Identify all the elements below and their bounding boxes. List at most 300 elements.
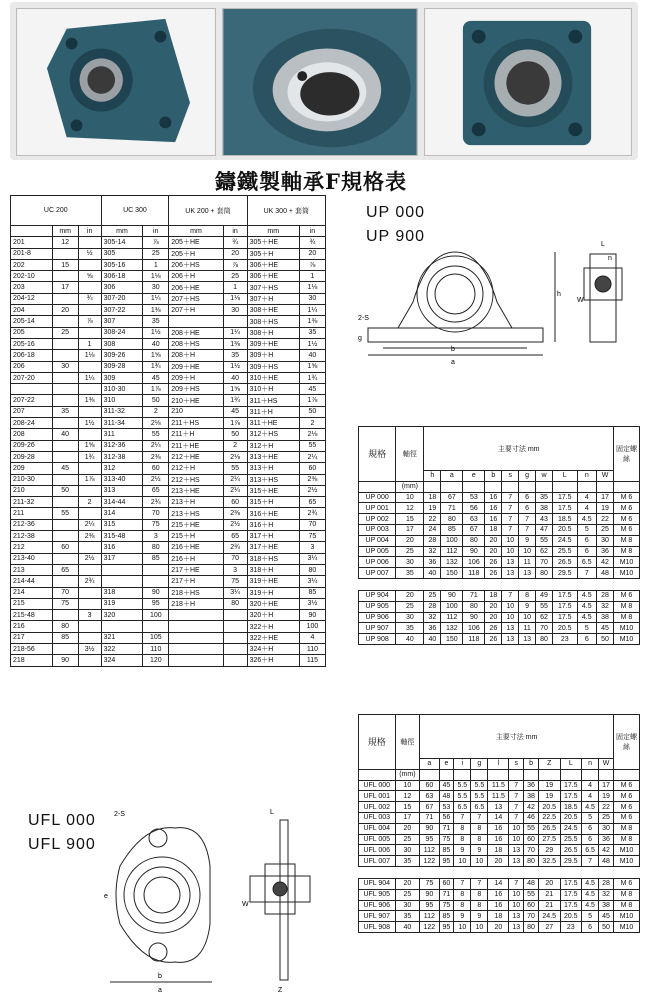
table-cell: 3 (143, 531, 169, 542)
table-cell: 150 (441, 634, 463, 645)
table-row (11, 248, 326, 259)
table-cell: 5.5 (471, 791, 488, 802)
table-cell: 56 (463, 503, 485, 514)
table-cell: 55 (299, 440, 325, 451)
table-row (11, 418, 326, 429)
table-cell: 7 (502, 524, 519, 535)
col-bolt: 固定螺絲 (614, 427, 640, 482)
table-cell: 7 (519, 524, 536, 535)
table-cell: 8 (454, 834, 471, 845)
ufl-900-label: UFL 900 (28, 836, 96, 853)
table-cell: 317＋H (247, 531, 299, 542)
table-cell: M 8 (614, 601, 640, 612)
table-cell: 60 (524, 834, 539, 845)
dim-header: W (597, 471, 614, 482)
table-cell: 1¼ (223, 327, 247, 338)
table-cell: 71 (439, 823, 454, 834)
table-cell: 8 (454, 889, 471, 900)
table-cell: 42 (524, 802, 539, 813)
table-cell: 214 (11, 587, 53, 598)
dim-header: s (502, 471, 519, 482)
table-cell: 1⅜ (78, 395, 101, 406)
table-cell: 24.5 (552, 535, 577, 546)
table-cell: 12 (396, 503, 424, 514)
table-cell: M 6 (614, 524, 640, 535)
table-cell: 309-28 (101, 361, 143, 372)
table-cell (52, 271, 78, 282)
table-cell: 80 (463, 601, 485, 612)
table-cell: UP 004 (359, 535, 396, 546)
table-cell: 17.5 (552, 492, 577, 503)
table-cell: 46 (524, 812, 539, 823)
flange-bearing-closeup-photo (222, 8, 418, 156)
table-cell (78, 259, 101, 270)
table-cell (101, 576, 143, 587)
table-cell: 2½ (223, 519, 247, 530)
table-cell: 10 (509, 834, 524, 845)
table-cell: 209＋H (169, 372, 223, 383)
table-cell: 7 (502, 514, 519, 525)
table-cell: 311＋HS (247, 395, 299, 406)
table-cell (169, 643, 223, 654)
table-cell: 5.5 (454, 791, 471, 802)
table-cell: 207 (11, 406, 53, 417)
table-cell: M 6 (614, 514, 640, 525)
table-cell (52, 553, 78, 564)
table-cell: 3 (78, 610, 101, 621)
table-cell: 17 (599, 780, 614, 791)
table-cell: 30 (52, 361, 78, 372)
table-cell: 35 (396, 623, 424, 634)
table-cell: 5.5 (471, 780, 488, 791)
table-cell: 305 (101, 248, 143, 259)
table-cell: 4.5 (582, 878, 599, 889)
table-cell: 4.5 (577, 601, 596, 612)
table-cell: M 6 (614, 791, 640, 802)
table-cell: 206-18 (11, 350, 53, 361)
table-cell (223, 610, 247, 621)
table-cell: 13 (509, 856, 524, 867)
table-cell: 207＋HS (169, 293, 223, 304)
table-cell: 90 (463, 612, 485, 623)
table-cell: 4.5 (582, 900, 599, 911)
table-cell: 1⅞ (299, 395, 325, 406)
table-row (11, 429, 326, 440)
table-cell: 6 (582, 922, 599, 933)
dim-h-label: h (557, 291, 561, 298)
unit-row (359, 481, 640, 492)
table-cell: 13 (502, 623, 519, 634)
table-cell: 1⅛ (299, 282, 325, 293)
table-cell: 85 (143, 553, 169, 564)
table-row (11, 451, 326, 462)
table-cell: 308＋HE (247, 305, 299, 316)
table-cell: UP 006 (359, 557, 396, 568)
table-cell: 11 (519, 557, 536, 568)
table-cell: 9 (454, 845, 471, 856)
table-cell: 122 (420, 922, 439, 933)
table-cell: 10 (509, 823, 524, 834)
table-row (11, 655, 326, 666)
table-cell: UFL 908 (359, 922, 396, 933)
table-cell: 20.5 (560, 812, 582, 823)
table-cell: 8 (471, 834, 488, 845)
table-cell (52, 519, 78, 530)
table-cell (52, 440, 78, 451)
table-cell: 1⅛ (78, 350, 101, 361)
table-cell: UFL 003 (359, 812, 396, 823)
table-cell: 7 (509, 878, 524, 889)
table-cell: 320＋HE (247, 598, 299, 609)
table-cell: 20 (485, 601, 502, 612)
table-cell: 80 (524, 922, 539, 933)
table-cell (52, 395, 78, 406)
table-row (11, 474, 326, 485)
table-cell: 2 (78, 497, 101, 508)
table-cell: 316＋HE (247, 508, 299, 519)
table-cell: 208 (11, 429, 53, 440)
table-cell: 206＋HE (169, 282, 223, 293)
table-cell: 95 (439, 922, 454, 933)
table-cell: 311 (101, 429, 143, 440)
table-cell: 28 (599, 878, 614, 889)
table-cell: 320＋H (247, 610, 299, 621)
table-cell: 18 (485, 524, 502, 535)
table-cell: 206 (11, 361, 53, 372)
table-cell: 53 (439, 802, 454, 813)
unit-row (359, 769, 640, 780)
dim-header: L (560, 759, 582, 770)
table-cell: 45 (299, 384, 325, 395)
table-cell: 322＋H (247, 621, 299, 632)
table-cell: 75 (223, 576, 247, 587)
table-cell: 35 (395, 856, 420, 867)
table-cell: ¾ (78, 293, 101, 304)
table-row (11, 316, 326, 327)
table-cell: 218＋H (169, 598, 223, 609)
table-cell: 3 (299, 542, 325, 553)
table-row (11, 542, 326, 553)
table-cell (11, 384, 53, 395)
table-cell: 1⅞ (143, 384, 169, 395)
table-cell: 313＋H (247, 463, 299, 474)
table-cell: 317 (101, 553, 143, 564)
table-cell: 112 (441, 612, 463, 623)
table-cell: 20.5 (538, 802, 560, 813)
table-cell: 25.5 (552, 546, 577, 557)
table-cell: 208-24 (11, 418, 53, 429)
table-cell (52, 474, 78, 485)
table-cell: 65 (299, 497, 325, 508)
table-cell: 215-48 (11, 610, 53, 621)
table-cell: 308-24 (101, 327, 143, 338)
table-cell: 70 (52, 587, 78, 598)
table-cell: 70 (143, 508, 169, 519)
table-cell: 20 (485, 535, 502, 546)
table-cell: 10 (509, 900, 524, 911)
table-cell: 7 (509, 812, 524, 823)
col-shaft: 軸徑 (396, 427, 424, 482)
table-cell: 213-40 (11, 553, 53, 564)
table-row (359, 557, 640, 568)
table-row (359, 856, 640, 867)
table-cell: 1⅝ (223, 384, 247, 395)
table-cell: 30 (396, 557, 424, 568)
table-cell: 211＋HS (169, 418, 223, 429)
table-cell: 13 (509, 922, 524, 933)
table-row (11, 372, 326, 383)
table-cell (78, 282, 101, 293)
subheader-in: in (223, 226, 247, 237)
col-main-dims: 主要寸法 mm (420, 715, 614, 759)
table-header-row (11, 196, 326, 226)
dim-header: W (599, 759, 614, 770)
table-row (359, 791, 640, 802)
table-cell: 80 (536, 634, 553, 645)
table-row (359, 834, 640, 845)
table-cell: 30 (395, 900, 420, 911)
table-cell: 100 (441, 601, 463, 612)
table-cell: 2¼ (223, 474, 247, 485)
table-cell: 209＋HS (169, 384, 223, 395)
table-cell: 307 (101, 316, 143, 327)
table-cell: UP 002 (359, 514, 396, 525)
table-cell: 16 (488, 834, 509, 845)
table-cell: 4.5 (577, 612, 596, 623)
table-cell: 3¼ (299, 576, 325, 587)
table-cell: 10 (502, 546, 519, 557)
header-uc200: UC 200 (11, 196, 102, 226)
table-cell: 10 (502, 535, 519, 546)
unit-label: (mm) (395, 769, 420, 780)
table-cell: 27.5 (538, 834, 560, 845)
table-cell: 40 (396, 634, 424, 645)
table-cell: 9 (471, 845, 488, 856)
table-cell: 17 (395, 812, 420, 823)
table-cell: 216 (11, 621, 53, 632)
col-shaft: 軸徑 (395, 715, 420, 770)
table-cell: 4.5 (582, 802, 599, 813)
table-cell: 20 (395, 878, 420, 889)
table-cell: 13 (519, 634, 536, 645)
table-cell: 90 (143, 587, 169, 598)
table-cell: M 8 (614, 900, 640, 911)
table-cell: M 6 (614, 590, 640, 601)
table-cell: 30 (599, 823, 614, 834)
table-cell: 28 (424, 601, 441, 612)
table-cell (52, 497, 78, 508)
dim-header: b (485, 471, 502, 482)
table-row (359, 922, 640, 933)
table-cell: 75 (143, 519, 169, 530)
dim-header: a (441, 471, 463, 482)
table-cell: 17 (597, 492, 614, 503)
table-cell: 209 (11, 463, 53, 474)
table-cell: 313-40 (101, 474, 143, 485)
table-cell: 2⅜ (299, 474, 325, 485)
table-cell: 322＋HE (247, 632, 299, 643)
table-cell: 40 (143, 338, 169, 349)
table-row (359, 524, 640, 535)
table-cell: 55 (524, 823, 539, 834)
table-cell: 309＋HE (247, 338, 299, 349)
table-cell: 36 (424, 557, 441, 568)
table-cell: 25 (395, 889, 420, 900)
table-row (11, 519, 326, 530)
table-cell: ⅞ (78, 316, 101, 327)
table-cell: M 6 (614, 780, 640, 791)
table-cell: 213＋HE (169, 485, 223, 496)
table-cell: UP 906 (359, 612, 396, 623)
table-cell: 30 (223, 305, 247, 316)
table-cell: 40 (223, 372, 247, 383)
table-cell: 70 (536, 623, 553, 634)
table-cell (78, 485, 101, 496)
table-cell: 29.5 (560, 856, 582, 867)
table-cell: 311＋H (247, 406, 299, 417)
table-cell: 35 (299, 327, 325, 338)
dim-header: L (552, 471, 577, 482)
table-cell: 1⅝ (299, 361, 325, 372)
table-cell: 218＋HS (169, 587, 223, 598)
table-cell: M 8 (614, 889, 640, 900)
table-cell: 1⅛ (143, 271, 169, 282)
table-cell: 312-38 (101, 451, 143, 462)
table-cell: M 6 (614, 812, 640, 823)
table-cell: 56 (439, 812, 454, 823)
table-cell: 13 (502, 568, 519, 579)
table-row (11, 485, 326, 496)
table-cell: 17.5 (560, 878, 582, 889)
table-cell: 307＋H (247, 293, 299, 304)
table-cell: 7 (509, 802, 524, 813)
table-cell: M 8 (614, 546, 640, 557)
table-cell: 18 (485, 590, 502, 601)
table-cell (78, 655, 101, 666)
table-cell (78, 384, 101, 395)
table-cell: 100 (299, 621, 325, 632)
table-cell: 324 (101, 655, 143, 666)
table-cell: 70 (524, 911, 539, 922)
table-cell: M 6 (614, 878, 640, 889)
table-row (11, 282, 326, 293)
table-cell: 19 (597, 503, 614, 514)
table-row (359, 812, 640, 823)
table-cell: 2¼ (299, 451, 325, 462)
table-cell: 2¾ (299, 508, 325, 519)
table-cell: 15 (396, 514, 424, 525)
table-cell: 322 (101, 643, 143, 654)
table-cell: 35 (143, 316, 169, 327)
group-gap (359, 578, 640, 590)
table-cell: 1½ (299, 338, 325, 349)
table-cell: 45 (223, 406, 247, 417)
table-cell: 75 (52, 598, 78, 609)
table-cell: 71 (439, 889, 454, 900)
table-cell: 2⅛ (143, 418, 169, 429)
table-cell: 9 (519, 601, 536, 612)
table-cell: 212＋HE (169, 451, 223, 462)
table-cell: 20.5 (552, 623, 577, 634)
table-cell: 22 (597, 514, 614, 525)
table-cell: UP 005 (359, 546, 396, 557)
table-cell: 20 (299, 248, 325, 259)
table-cell: 85 (439, 911, 454, 922)
table-cell: 2½ (78, 553, 101, 564)
table-cell: 17.5 (552, 601, 577, 612)
table-cell: 90 (299, 610, 325, 621)
table-cell: 1½ (78, 418, 101, 429)
table-cell: 10 (509, 889, 524, 900)
table-cell: M10 (614, 922, 640, 933)
table-cell: 35 (396, 568, 424, 579)
table-cell: 305-16 (101, 259, 143, 270)
table-cell: 112 (441, 546, 463, 557)
table-row (359, 514, 640, 525)
table-cell: 70 (536, 557, 553, 568)
subheader-mm: mm (169, 226, 223, 237)
table-cell: 70 (223, 553, 247, 564)
table-cell: 6 (577, 634, 596, 645)
table-cell: 25 (396, 546, 424, 557)
table-cell: 315＋HE (247, 485, 299, 496)
table-cell: M10 (614, 623, 640, 634)
table-cell: 38 (597, 612, 614, 623)
dim-g-label: g (358, 335, 362, 342)
table-cell: 1¾ (223, 395, 247, 406)
dim-header: e (439, 759, 454, 770)
table-cell (52, 248, 78, 259)
table-cell (169, 316, 223, 327)
table-cell: 71 (463, 590, 485, 601)
table-cell: 217＋HE (169, 564, 223, 575)
table-cell: 112 (420, 911, 439, 922)
table-cell: UFL 906 (359, 900, 396, 911)
table-cell: 22 (424, 514, 441, 525)
table-cell: 48 (597, 568, 614, 579)
table-cell: 7 (582, 856, 599, 867)
table-cell: UP 003 (359, 524, 396, 535)
table-cell: 65 (143, 485, 169, 496)
table-cell: 62 (536, 546, 553, 557)
table-cell (223, 316, 247, 327)
table-cell: 6 (582, 834, 599, 845)
table-cell: 10 (395, 780, 420, 791)
table-cell (101, 621, 143, 632)
table-cell: 212＋HS (169, 474, 223, 485)
table-cell: ⅝ (78, 271, 101, 282)
table-cell: 311-32 (101, 406, 143, 417)
table-cell: 2¾ (78, 576, 101, 587)
table-cell: 30 (395, 845, 420, 856)
table-cell: 55 (223, 463, 247, 474)
table-cell: 35 (395, 911, 420, 922)
table-row (11, 621, 326, 632)
subheader-mm: mm (101, 226, 143, 237)
table-cell: 20.5 (560, 911, 582, 922)
table-cell: 45 (143, 372, 169, 383)
table-cell: 208＋HS (169, 338, 223, 349)
table-cell: 18 (488, 845, 509, 856)
table-cell: 306-18 (101, 271, 143, 282)
table-cell: 85 (299, 587, 325, 598)
table-cell: 1½ (223, 361, 247, 372)
table-cell: 80 (536, 568, 553, 579)
table-cell: 1¼ (143, 293, 169, 304)
table-row (11, 610, 326, 621)
table-cell: 2⅜ (78, 531, 101, 542)
table-cell: 5.5 (454, 780, 471, 791)
